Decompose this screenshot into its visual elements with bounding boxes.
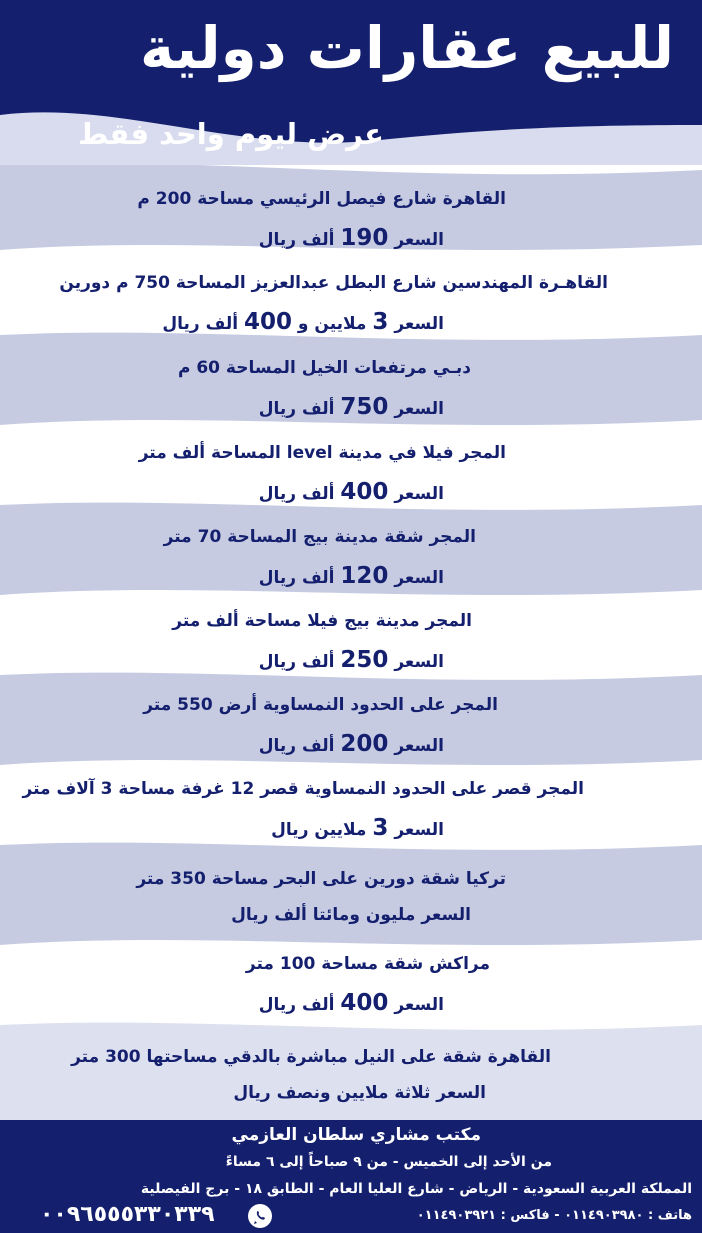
price-label: السعر xyxy=(394,568,444,588)
price-unit: ألف ريال xyxy=(162,314,239,334)
listing-description: تركيا شقة دورين على البحر مساحة 350 متر xyxy=(136,869,506,889)
listing-price: السعر مليون ومائتا ألف ريال xyxy=(231,905,471,925)
listing-price xyxy=(162,309,444,335)
price-value: 250 xyxy=(340,647,389,673)
listing-price: السعر ثلاثة ملايين ونصف ريال xyxy=(233,1083,486,1103)
listing-description: المجر على الحدود النمساوية أرض 550 متر xyxy=(143,695,498,715)
header xyxy=(0,0,702,165)
price-middle: ملايين و xyxy=(297,314,367,334)
price-label: السعر xyxy=(394,995,444,1015)
price-unit: ألف ريال xyxy=(258,399,335,419)
mobile-number: ٠٠٩٦٥٥٥٣٣٠٣٣٩ xyxy=(40,1202,215,1227)
price-unit: ألف ريال xyxy=(258,484,335,504)
price-label: السعر xyxy=(394,314,444,334)
listing-description: القاهرة شارع فيصل الرئيسي مساحة 200 م xyxy=(137,189,506,209)
price-label: السعر xyxy=(394,652,444,672)
price-value: 190 xyxy=(340,225,389,251)
listing-price xyxy=(259,479,444,505)
listing-description: القاهرة شقة على النيل مباشرة بالدقي مساحتها 300 متر xyxy=(71,1047,551,1067)
listing-description: المجر مدينة بيج فيلا مساحة ألف متر xyxy=(172,611,472,631)
listing-price xyxy=(259,990,444,1016)
ad-title: للبيع عقارات دولية xyxy=(140,14,674,82)
listing-description: دبـي مرتفعات الخيل المساحة 60 م xyxy=(177,358,471,378)
price-unit: ألف ريال xyxy=(258,230,335,250)
listing-price xyxy=(259,563,444,589)
price-unit: ألف ريال xyxy=(258,652,335,672)
price-value: 3 xyxy=(372,815,389,841)
listing-description: المجر فيلا في مدينة level المساحة ألف متر xyxy=(138,443,506,463)
listing-price xyxy=(259,647,444,673)
ad-subtitle: عرض ليوم واحد فقط xyxy=(78,117,384,151)
phone-fax: هاتف : ٠١١٤٩٠٣٩٨٠ - فاكس : ٠١١٤٩٠٣٩٢١ xyxy=(416,1208,692,1223)
listing-price xyxy=(271,815,444,841)
price-unit: ملايين ريال xyxy=(271,820,367,840)
office-hours: من الأحد إلى الخميس - من ٩ صباحاً إلى ٦ مساءً xyxy=(225,1154,552,1170)
listing-price xyxy=(259,731,444,757)
price-value: 200 xyxy=(340,731,389,757)
price-value: 3 xyxy=(372,309,389,335)
price-value: 120 xyxy=(340,563,389,589)
price-label: السعر xyxy=(394,736,444,756)
whatsapp-icon xyxy=(248,1204,272,1228)
listings-panel xyxy=(0,165,702,1120)
footer xyxy=(0,1120,702,1233)
office-name: مكتب مشاري سلطان العازمي xyxy=(231,1125,481,1145)
listing-description: مراكش شقة مساحة 100 متر xyxy=(245,954,490,974)
price-value: 400 xyxy=(340,990,389,1016)
listing-description: المجر قصر على الحدود النمساوية قصر 12 غرفة مساحة 3 آلاف متر xyxy=(22,779,584,799)
price-unit: ألف ريال xyxy=(258,736,335,756)
price-value-2: 400 xyxy=(243,309,292,335)
price-label: السعر xyxy=(394,484,444,504)
price-label: السعر xyxy=(394,399,444,419)
price-unit: ألف ريال xyxy=(258,995,335,1015)
listing-price xyxy=(259,225,444,251)
price-unit: ألف ريال xyxy=(258,568,335,588)
price-value: 400 xyxy=(340,479,389,505)
price-value: 750 xyxy=(340,394,389,420)
listing-description: القاهـرة المهندسين شارع البطل عبدالعزيز المساحة 750 م دورين xyxy=(59,273,608,293)
office-address: المملكة العربية السعودية - الرياض - شارع العليا العام - الطابق ١٨ - برج الفيصلية xyxy=(140,1181,692,1197)
listing-price xyxy=(259,394,444,420)
listing-description: المجر شقة مدينة بيج المساحة 70 متر xyxy=(163,527,476,547)
price-label: السعر xyxy=(394,820,444,840)
price-label: السعر xyxy=(394,230,444,250)
